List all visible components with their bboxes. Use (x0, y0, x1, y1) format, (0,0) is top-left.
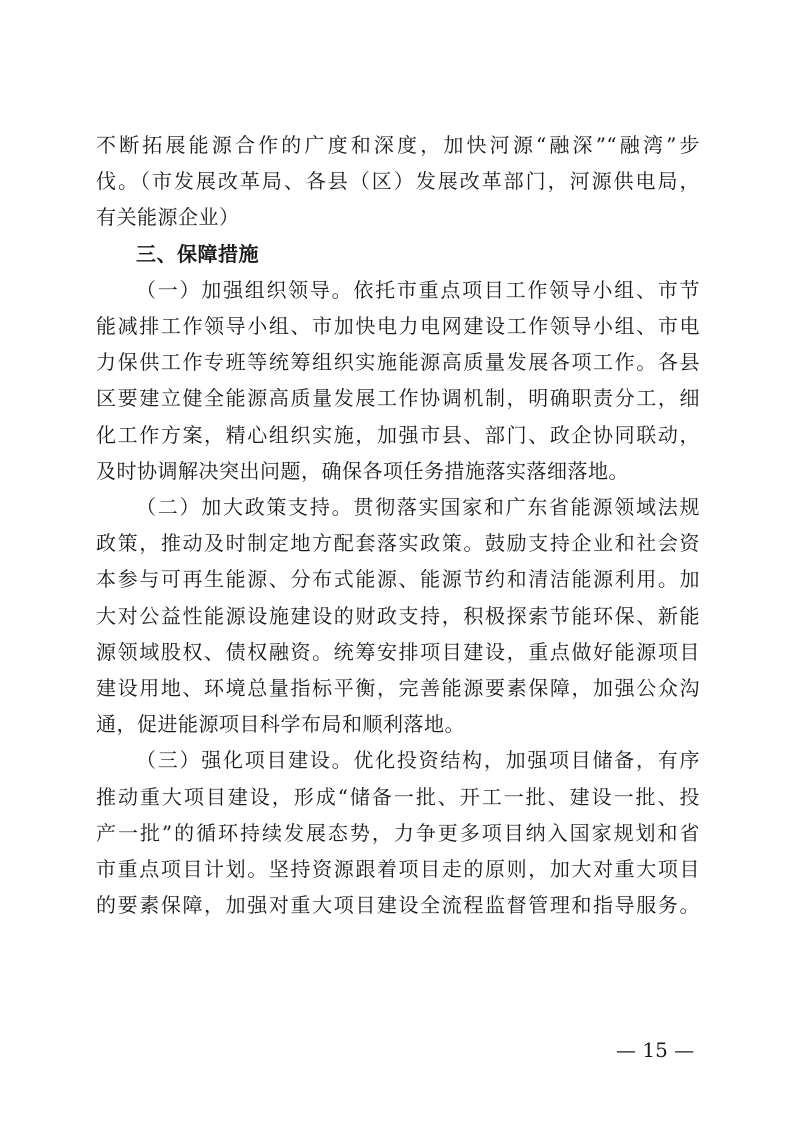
body-line: 不断拓展能源合作的广度和深度，加快河源“融深”“融湾”步 (96, 133, 700, 157)
body-line: （一）加强组织领导。依托市重点项目工作领导小组、市节 (136, 277, 700, 302)
body-line: 力保供工作专班等统筹组织实施能源高质量发展各项工作。各县 (96, 350, 700, 375)
page-body (96, 127, 700, 923)
section-heading: 三、保障措施 (136, 241, 259, 266)
body-line: 产一批”的循环持续发展态势，力争更多项目纳入国家规划和省 (96, 820, 700, 845)
body-line: （三）强化项目建设。优化投资结构，加强项目储备，有序 (136, 748, 700, 773)
body-line: 及时协调解决突出问题，确保各项任务措施落实落细落地。 (96, 458, 629, 483)
body-line: （二）加大政策支持。贯彻落实国家和广东省能源领域法规 (136, 495, 700, 520)
body-line: 市重点项目计划。坚持资源跟着项目走的原则，加大对重大项目 (96, 857, 700, 882)
body-line: 政策，推动及时制定地方配套落实政策。鼓励支持企业和社会资 (96, 531, 700, 556)
body-line: 推动重大项目建设，形成“储备一批、开工一批、建设一批、投 (96, 784, 700, 809)
body-line: 化工作方案，精心组织实施，加强市县、部门、政企协同联动， (96, 422, 700, 447)
body-line: 的要素保障，加强对重大项目建设全流程监督管理和指导服务。 (96, 893, 700, 918)
body-line: 区要建立健全能源高质量发展工作协调机制，明确职责分工，细 (96, 386, 700, 411)
body-line: 能减排工作领导小组、市加快电力电网建设工作领导小组、市电 (96, 314, 700, 339)
body-line: 通，促进能源项目科学布局和顺利落地。 (96, 712, 465, 737)
body-line: 本参与可再生能源、分布式能源、能源节约和清洁能源利用。加 (96, 567, 700, 592)
page-number: — 15 — (616, 1038, 695, 1062)
body-line: 源领域股权、债权融资。统筹安排项目建设，重点做好能源项目 (96, 639, 700, 664)
body-line: 建设用地、环境总量指标平衡，完善能源要素保障，加强公众沟 (96, 676, 700, 701)
body-line: 有关能源企业） (96, 205, 240, 230)
body-line: 大对公益性能源设施建设的财政支持，积极探索节能环保、新能 (96, 603, 700, 628)
body-line: 伐。（市发展改革局、各县（区）发展改革部门，河源供电局， (96, 169, 700, 194)
